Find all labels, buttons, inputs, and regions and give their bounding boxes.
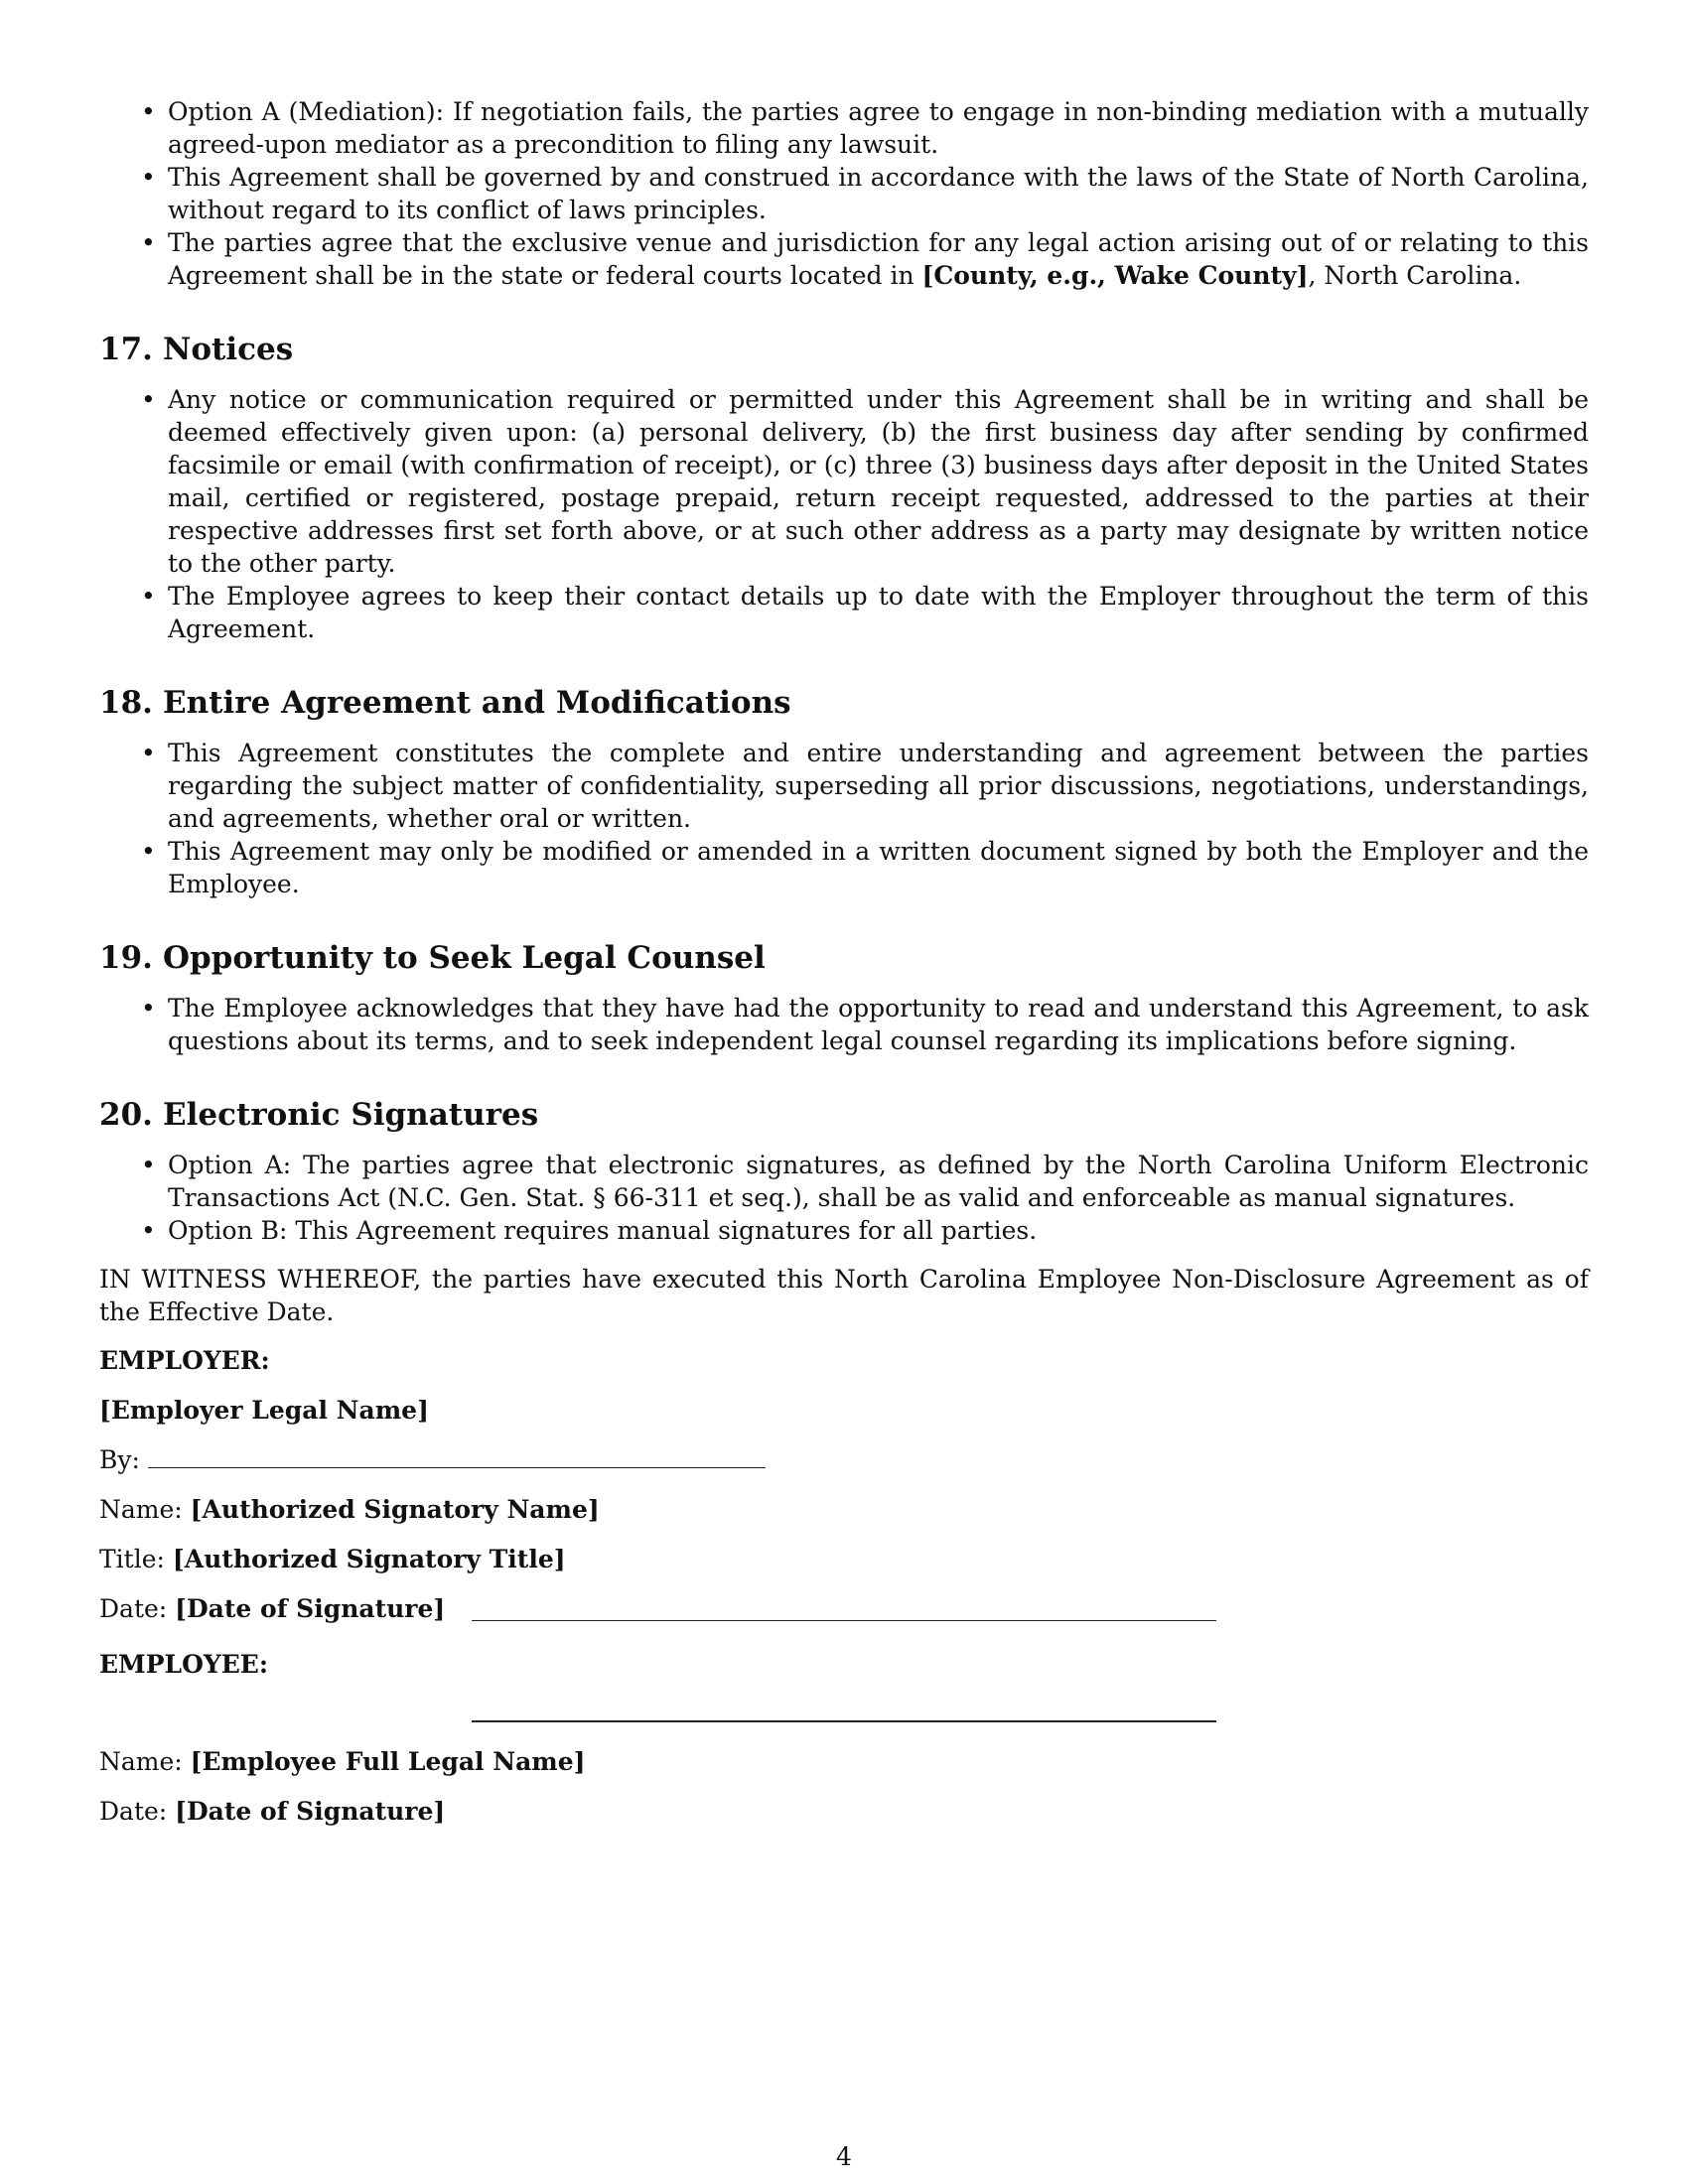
employer-by-line: By:	[99, 1443, 1589, 1493]
employer-date-line: Date: [Date of Signature]	[99, 1594, 446, 1623]
witness-paragraph: IN WITNESS WHEREOF, the parties have executed this North Carolina Employee Non-Disclosure Agreement as of the Effective Date.	[99, 1265, 1589, 1326]
employer-signature-block	[99, 1344, 1589, 1642]
employer-heading: EMPLOYER:	[99, 1346, 270, 1375]
employer-name-line: Name: [Authorized Signatory Name]	[99, 1495, 600, 1524]
section-heading-electronic-signatures: 20. Electronic Signatures	[99, 1097, 539, 1133]
list-item: • Any notice or communication required or permitted under this Agreement shall be in writing and shall be deemed effectively given upon: (a) personal delivery, (b) the first business day after sending by confirmed facsimile or email (with confirmation of receipt), or (c) three (3) business days after deposit in the United States mail, certified or registered, postage prepaid, return receipt requested, addressed to the parties at their respective addresses first set forth above, or at such other address as a party may designate by written notice to the other party.	[99, 383, 1589, 580]
intro-bullet-list	[99, 95, 1589, 292]
list-item: • Option A (Mediation): If negotiation fails, the parties agree to engage in non-binding mediation with a mutually agreed-upon mediator as a precondition to filing any lawsuit.	[99, 95, 1589, 161]
page-number: 4	[836, 2142, 852, 2171]
employee-date-line: Date: [Date of Signature]	[99, 1797, 446, 1826]
employer-title-line: Title: [Authorized Signatory Title]	[99, 1545, 566, 1573]
employee-signature-line	[472, 1720, 1216, 1722]
employer-legal-name: [Employer Legal Name]	[99, 1396, 429, 1425]
document-page	[99, 95, 1589, 1642]
section-bullet-list	[99, 992, 1589, 1057]
section-bullet-list	[99, 383, 1589, 645]
section-heading-legal-counsel: 19. Opportunity to Seek Legal Counsel	[99, 940, 766, 976]
employee-signature-block	[99, 1648, 1589, 1698]
section-heading-entire-agreement: 18. Entire Agreement and Modifications	[99, 685, 791, 721]
list-item: • Option B: This Agreement requires manual signatures for all parties.	[99, 1214, 1589, 1247]
county-placeholder: [County, e.g., Wake County]	[921, 261, 1309, 290]
list-item: • Option A: The parties agree that electronic signatures, as defined by the North Carolina Uniform Electronic Transactions Act (N.C. Gen. Stat. § 66-311 et seq.), shall be as valid and enforceable as manual signatures.	[99, 1149, 1589, 1214]
section-bullet-list	[99, 737, 1589, 900]
employee-heading: EMPLOYEE:	[99, 1650, 269, 1679]
list-item: • The Employee agrees to keep their contact details up to date with the Employer throughout the term of this Agreement.	[99, 580, 1589, 645]
list-item: • This Agreement shall be governed by and construed in accordance with the laws of the State of North Carolina, without regard to its conflict of laws principles.	[99, 161, 1589, 226]
list-item: • This Agreement may only be modified or amended in a written document signed by both the Employer and the Employee.	[99, 835, 1589, 900]
list-item: • This Agreement constitutes the complete and entire understanding and agreement between the parties regarding the subject matter of confidentiality, superseding all prior discussions, negotiations, understandings, and agreements, whether oral or written.	[99, 737, 1589, 835]
section-heading-notices: 17. Notices	[99, 332, 294, 367]
employer-signature-line	[148, 1447, 766, 1468]
section-bullet-list	[99, 1149, 1589, 1247]
list-item: • The parties agree that the exclusive venue and jurisdiction for any legal action arising out of or relating to this Agreement shall be in the state or federal courts located in [County, e.g., Wake County], North Carolina.	[99, 226, 1589, 292]
list-item: • The Employee acknowledges that they have had the opportunity to read and understand this Agreement, to ask questions about its terms, and to seek independent legal counsel regarding its implications before signing.	[99, 992, 1589, 1057]
employee-name-line: Name: [Employee Full Legal Name]	[99, 1747, 586, 1776]
employee-details	[99, 1745, 1589, 1844]
divider-line	[472, 1620, 1216, 1621]
